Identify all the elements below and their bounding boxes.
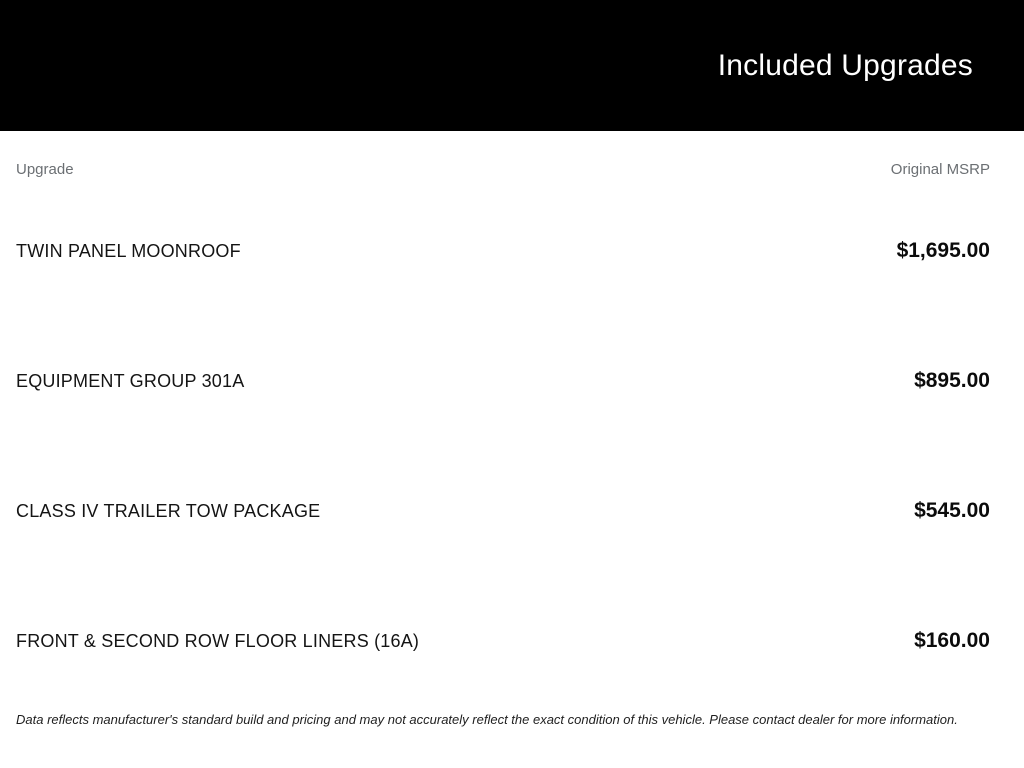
upgrade-price: $160.00 xyxy=(914,629,990,652)
upgrade-list xyxy=(0,186,1024,706)
table-header-row xyxy=(16,161,990,178)
table-row xyxy=(0,446,1024,576)
header-bar xyxy=(0,0,1024,131)
upgrade-price: $895.00 xyxy=(914,369,990,392)
upgrade-name: EQUIPMENT GROUP 301A xyxy=(16,370,245,391)
column-header-original-msrp: Original MSRP xyxy=(890,161,990,178)
column-header-upgrade: Upgrade xyxy=(16,161,74,178)
upgrade-name: CLASS IV TRAILER TOW PACKAGE xyxy=(16,500,321,521)
table-row xyxy=(0,186,1024,316)
page-title: Included Upgrades xyxy=(717,48,973,82)
table-row xyxy=(0,316,1024,446)
upgrade-price: $1,695.00 xyxy=(896,239,990,262)
upgrade-price: $545.00 xyxy=(914,499,990,522)
disclaimer-text: Data reflects manufacturer's standard build and pricing and may not accurately reflect the exact condition of this vehicle. Please contact dealer for more information. xyxy=(16,712,958,727)
table-row xyxy=(0,576,1024,706)
upgrade-name: TWIN PANEL MOONROOF xyxy=(16,240,241,261)
upgrade-name: FRONT & SECOND ROW FLOOR LINERS (16A) xyxy=(16,630,420,651)
